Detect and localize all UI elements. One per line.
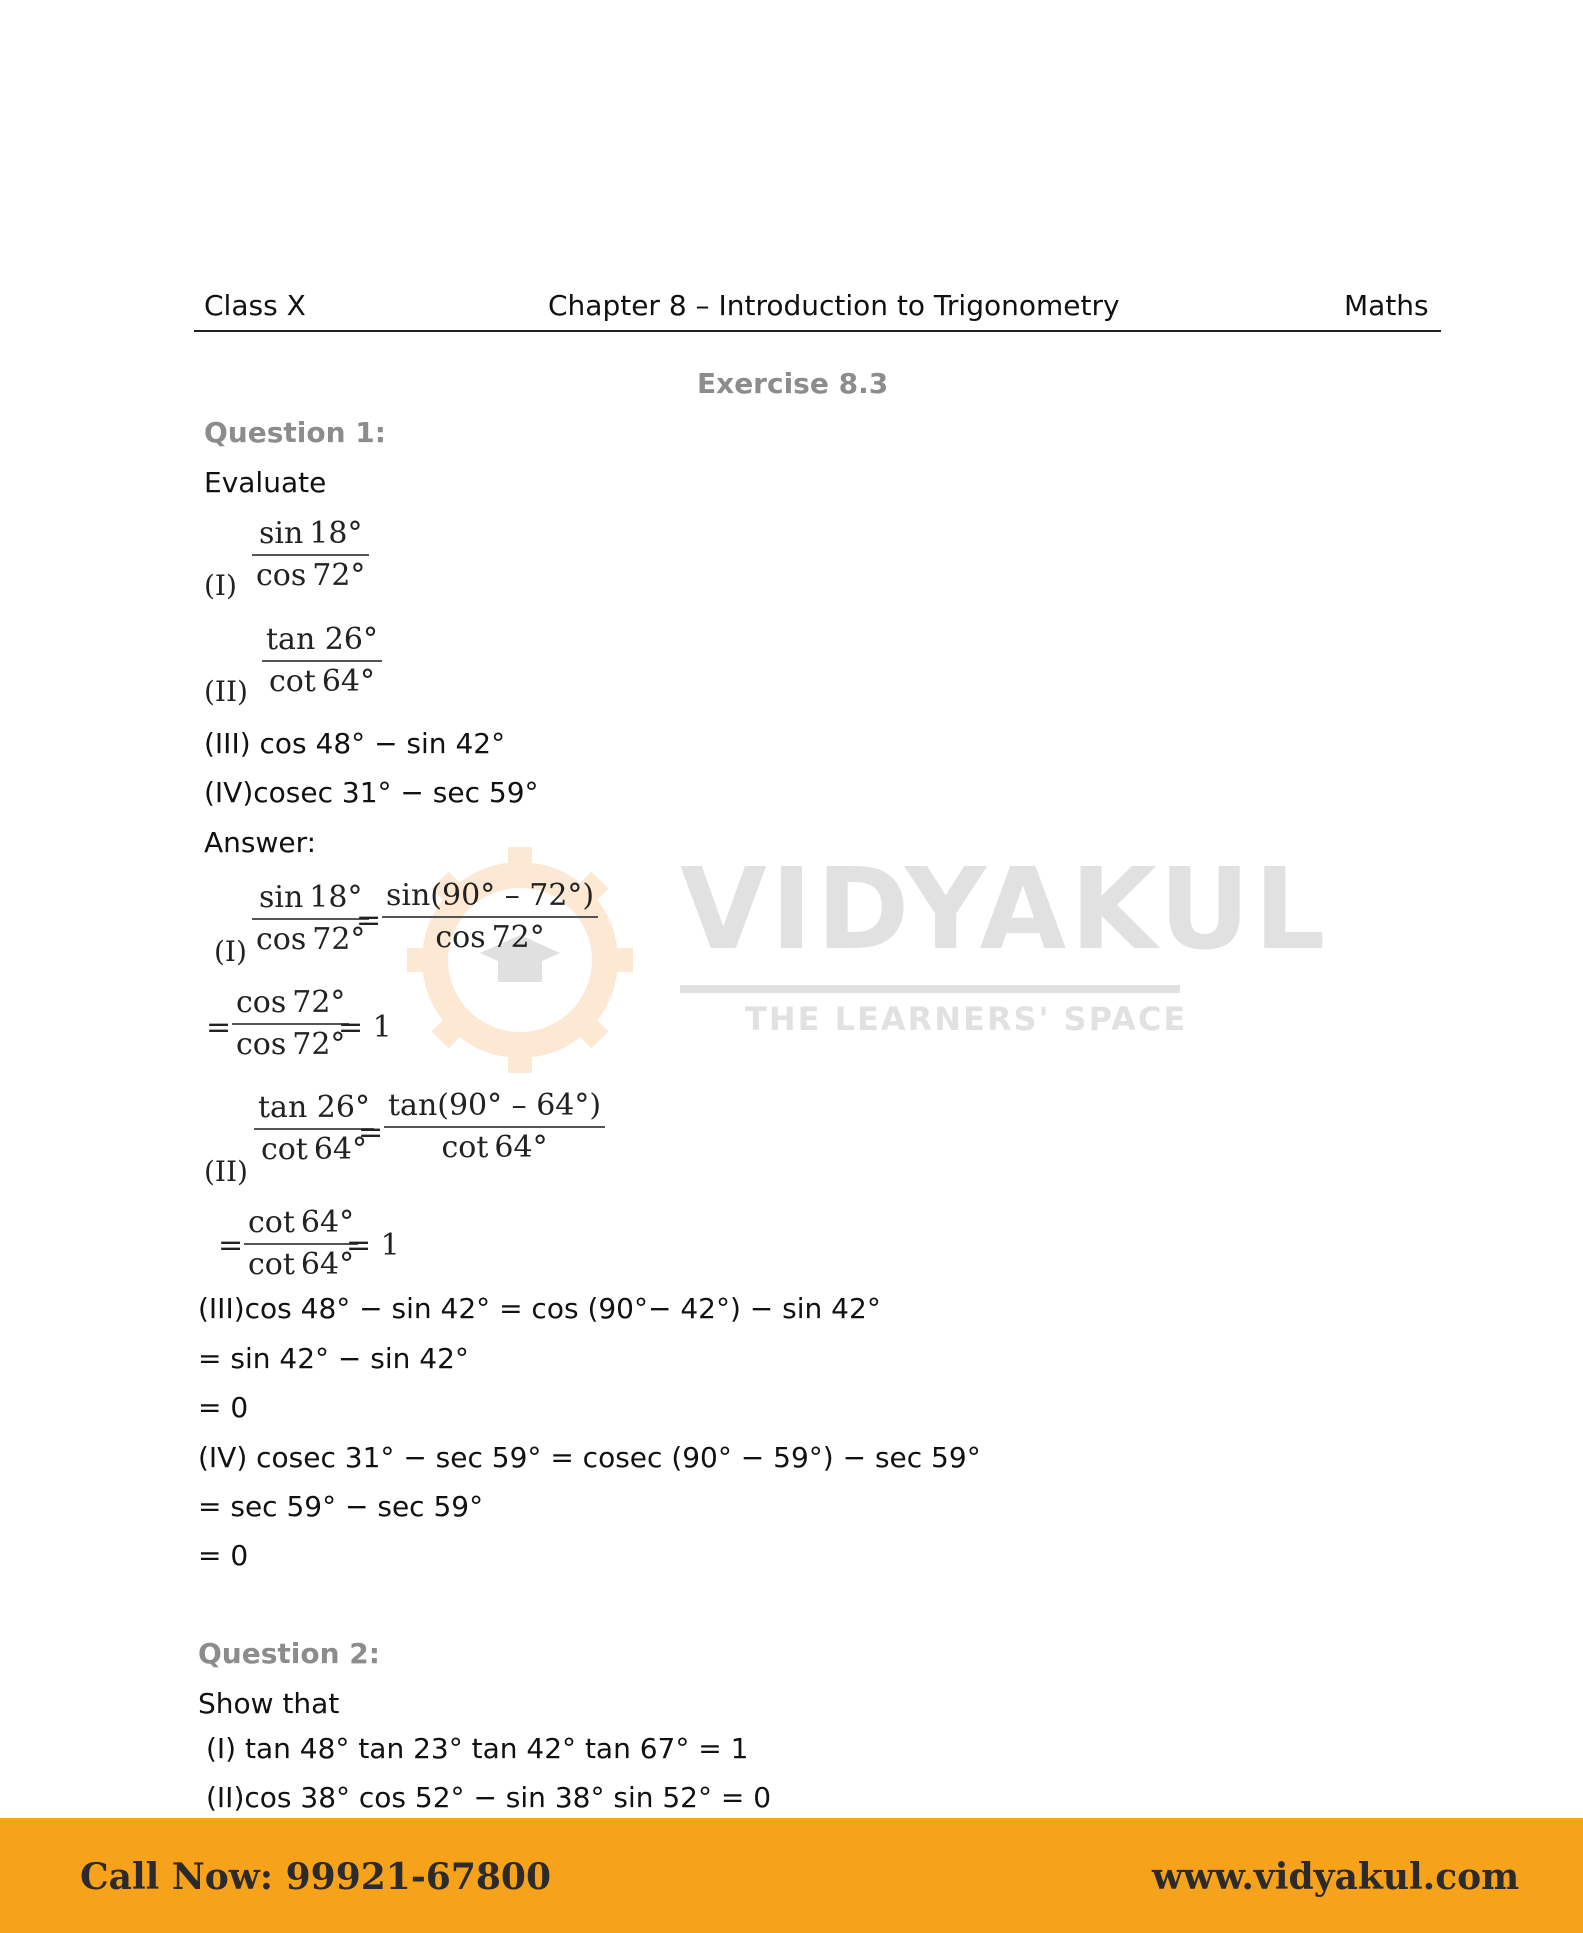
watermark-subtitle: THE LEARNERS' SPACE xyxy=(745,1000,1188,1038)
footer-call-now: Call Now: 99921-67800 xyxy=(80,1856,552,1898)
q2-item-ii: (II)cos 38° cos 52° − sin 38° sin 52° = 0 xyxy=(206,1781,772,1814)
question-1-label: Question 1: xyxy=(204,416,386,449)
answer-ii-lhs-fraction xyxy=(254,1088,374,1170)
answer-ii-step2-fraction xyxy=(244,1203,358,1285)
answer-i-label: (I) xyxy=(214,935,247,968)
fraction-denominator: cos 72° xyxy=(236,1027,346,1062)
answer-i-result: = 1 xyxy=(338,1010,392,1045)
equals-sign: = xyxy=(358,1115,384,1150)
fraction-numerator: sin 18° xyxy=(252,878,369,920)
fraction-numerator: tan 26° xyxy=(254,1088,374,1130)
watermark-rule xyxy=(680,985,1180,993)
fraction-numerator: tan 26° xyxy=(262,620,382,662)
answer-iii-line-3: = 0 xyxy=(198,1391,249,1424)
answer-iv-line-2: = sec 59° − sec 59° xyxy=(198,1490,484,1523)
fraction-numerator: cot 64° xyxy=(244,1203,358,1245)
fraction-denominator: cot 64° xyxy=(441,1130,548,1165)
answer-iii-line-1: (III)cos 48° − sin 42° = cos (90°− 42°) − sin 42° xyxy=(198,1292,881,1325)
answer-i-step2-fraction xyxy=(232,983,349,1065)
fraction-denominator: cos 72° xyxy=(435,920,545,955)
header-rule xyxy=(194,330,1441,332)
answer-ii-label: (II) xyxy=(204,1155,248,1188)
fraction-denominator: cot 64° xyxy=(268,664,376,699)
header-chapter: Chapter 8 – Introduction to Trigonometry xyxy=(548,289,1120,322)
fraction-numerator: cos 72° xyxy=(232,983,349,1025)
equals-sign: = xyxy=(206,1010,232,1045)
q1-item-i-label: (I) xyxy=(204,569,237,602)
fraction-denominator: cot 64° xyxy=(260,1132,368,1167)
fraction-numerator: sin 18° xyxy=(252,514,369,556)
exercise-title: Exercise 8.3 xyxy=(697,367,889,400)
q2-item-i: (I) tan 48° tan 23° tan 42° tan 67° = 1 xyxy=(206,1732,749,1765)
fraction-denominator: cos 72° xyxy=(256,922,366,957)
answer-ii-result: = 1 xyxy=(346,1228,400,1263)
fraction-numerator: sin(90° – 72°) xyxy=(382,876,598,918)
gear-emblem-icon xyxy=(395,835,645,1085)
q1-item-i-fraction xyxy=(252,514,369,596)
answer-ii-rhs-fraction xyxy=(384,1086,605,1168)
watermark-title: VIDYAKUL xyxy=(680,845,1330,975)
question-1-prompt: Evaluate xyxy=(204,466,327,499)
fraction-denominator: cos 72° xyxy=(256,558,366,593)
answer-iv-line-1: (IV) cosec 31° − sec 59° = cosec (90° − 59°) − sec 59° xyxy=(198,1441,981,1474)
header-subject: Maths xyxy=(1344,289,1429,322)
equals-sign: = xyxy=(356,903,382,938)
answer-i-rhs-fraction xyxy=(382,876,598,958)
question-2-prompt: Show that xyxy=(198,1687,340,1720)
answer-label: Answer: xyxy=(204,826,317,859)
q1-item-ii-label: (II) xyxy=(204,675,248,708)
footer-website: www.vidyakul.com xyxy=(1152,1856,1520,1898)
footer-bar xyxy=(0,1818,1583,1933)
answer-i-lhs-fraction xyxy=(252,878,369,960)
q1-item-ii-fraction xyxy=(262,620,382,702)
q1-item-iv: (IV)cosec 31° − sec 59° xyxy=(204,776,539,809)
question-2-label: Question 2: xyxy=(198,1637,380,1670)
q1-item-iii: (III) cos 48° − sin 42° xyxy=(204,727,506,760)
equals-sign: = xyxy=(218,1228,244,1263)
answer-iii-line-2: = sin 42° − sin 42° xyxy=(198,1342,469,1375)
fraction-denominator: cot 64° xyxy=(248,1247,355,1282)
fraction-numerator: tan(90° – 64°) xyxy=(384,1086,605,1128)
header-class: Class X xyxy=(204,289,306,322)
answer-iv-line-3: = 0 xyxy=(198,1539,249,1572)
